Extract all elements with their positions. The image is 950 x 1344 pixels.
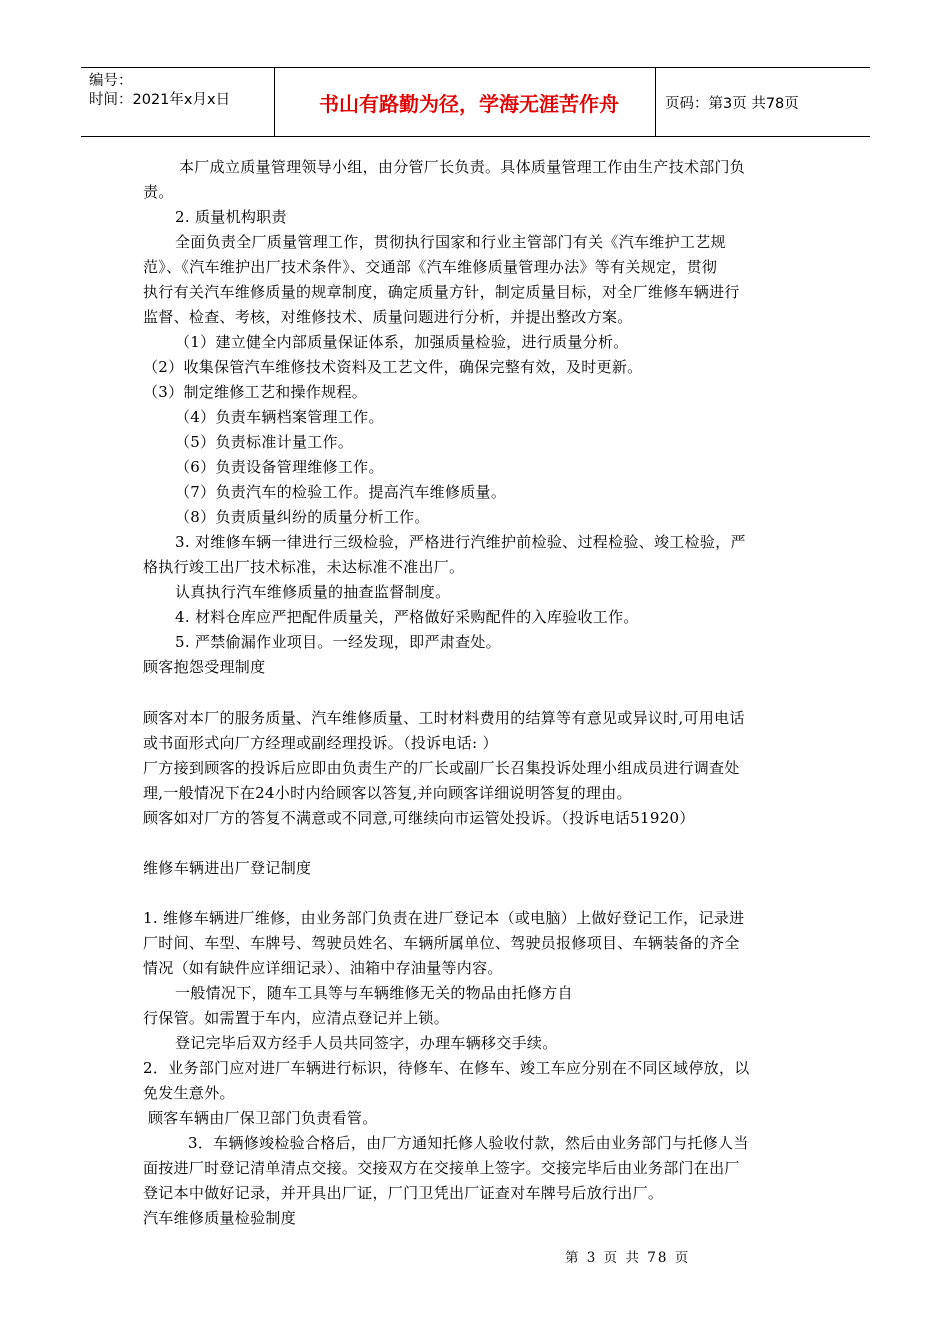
section-heading: 维修车辆进出厂登记制度 [143, 859, 312, 877]
text-line: （1）建立健全内部质量保证体系，加强质量检验，进行质量分析。 [175, 333, 629, 351]
text-line: 2．业务部门应对进厂车辆进行标识，待修车、在修车、竣工车应分别在不同区域停放，以 [143, 1059, 750, 1077]
text-line: 本厂成立质量管理领导小组，由分管厂长负责。具体质量管理工作由生产技术部门负 [179, 158, 746, 176]
text-line: 行保管。如需置于车内，应清点登记并上锁。 [143, 1009, 450, 1027]
header-divider [274, 68, 275, 136]
text-line: （3）制定维修工艺和操作规程。 [143, 383, 368, 401]
section-heading: 顾客抱怨受理制度 [143, 658, 266, 676]
text-line: 厂方接到顾客的投诉后应即由负责生产的厂长或副厂长召集投诉处理小组成员进行调查处 [143, 759, 740, 777]
header-page-info: 页码：第3页 共78页 [665, 95, 799, 112]
text-line: 监督、检查、考核，对维修技术、质量问题进行分析，并提出整改方案。 [143, 308, 633, 326]
section-heading: 汽车维修质量检验制度 [143, 1209, 297, 1227]
text-line: 执行有关汽车维修质量的规章制度，确定质量方针，制定质量目标，对全厂维修车辆进行 [143, 283, 740, 301]
text-line: 2. 质量机构职责 [175, 208, 287, 226]
page-header [81, 67, 870, 137]
text-line: 责。 [143, 183, 174, 201]
text-line: 厂时间、车型、车牌号、驾驶员姓名、车辆所属单位、驾驶员报修项目、车辆装备的齐全 [143, 934, 740, 952]
time-label: 时间：2021年x月x日 [89, 92, 231, 108]
text-line: 顾客如对厂方的答复不满意或不同意,可继续向市运管处投诉。（投诉电话51920） [143, 809, 695, 827]
text-line: （5）负责标准计量工作。 [175, 433, 354, 451]
text-line: 格执行竣工出厂技术标准，未达标准不准出厂。 [143, 558, 465, 576]
text-line: 1. 维修车辆进厂维修，由业务部门负责在进厂登记本（或电脑）上做好登记工作，记录进 [143, 909, 745, 927]
text-line: 4. 材料仓库应严把配件质量关，严格做好采购配件的入库验收工作。 [175, 608, 639, 626]
text-line: （7）负责汽车的检验工作。提高汽车维修质量。 [175, 483, 507, 501]
text-line: 顾客对本厂的服务质量、汽车维修质量、工时材料费用的结算等有意见或异议时,可用电话 [143, 709, 745, 727]
text-line: 或书面形式向厂方经理或副经理投诉。（投诉电话: ） [143, 734, 498, 752]
text-line: 3. 对维修车辆一律进行三级检验，严格进行汽维护前检验、过程检验、竣工检验，严 [175, 533, 746, 551]
serial-label: 编号： [89, 73, 133, 89]
text-line: 全面负责全厂质量管理工作，贯彻执行国家和行业主管部门有关《汽车维护工艺规 [175, 233, 726, 251]
text-line: （6）负责设备管理维修工作。 [175, 458, 384, 476]
text-line: 5. 严禁偷漏作业项目。一经发现，即严肃查处。 [175, 633, 501, 651]
header-divider [655, 68, 656, 136]
text-line: 认真执行汽车维修质量的抽查监督制度。 [175, 583, 451, 601]
header-left-cell [89, 72, 230, 110]
text-line: （2）收集保管汽车维修技术资料及工艺文件，确保完整有效，及时更新。 [143, 358, 643, 376]
text-line: 顾客车辆由厂保卫部门负责看管。 [148, 1109, 378, 1127]
text-line: 登记完毕后双方经手人员共同签字，办理车辆移交手续。 [175, 1034, 558, 1052]
text-line: 免发生意外。 [143, 1084, 235, 1102]
text-line: 范》、《汽车维护出厂技术条件》、交通部《汽车维修质量管理办法》等有关规定，贯彻 [143, 258, 718, 276]
text-line: 理,一般情况下在24小时内给顾客以答复,并向顾客详细说明答复的理由。 [143, 784, 632, 802]
text-line: 一般情况下，随车工具等与车辆维修无关的物品由托修方自 [175, 984, 573, 1002]
text-line: 3．车辆修竣检验合格后，由厂方通知托修人验收付款，然后由业务部门与托修人当 [188, 1134, 749, 1152]
text-line: （8）负责质量纠纷的质量分析工作。 [175, 508, 430, 526]
header-motto: 书山有路勤为径，学海无涯苦作舟 [319, 91, 619, 116]
text-line: 面按进厂时登记清单清点交接。交接双方在交接单上签字。交接完毕后由业务部门在出厂 [143, 1159, 740, 1177]
page-footer: 第 3 页 共 78 页 [565, 1250, 691, 1266]
text-line: （4）负责车辆档案管理工作。 [175, 408, 384, 426]
text-line: 登记本中做好记录，并开具出厂证，厂门卫凭出厂证查对车牌号后放行出厂。 [143, 1184, 664, 1202]
text-line: 情况（如有缺件应详细记录）、油箱中存油量等内容。 [143, 959, 503, 977]
